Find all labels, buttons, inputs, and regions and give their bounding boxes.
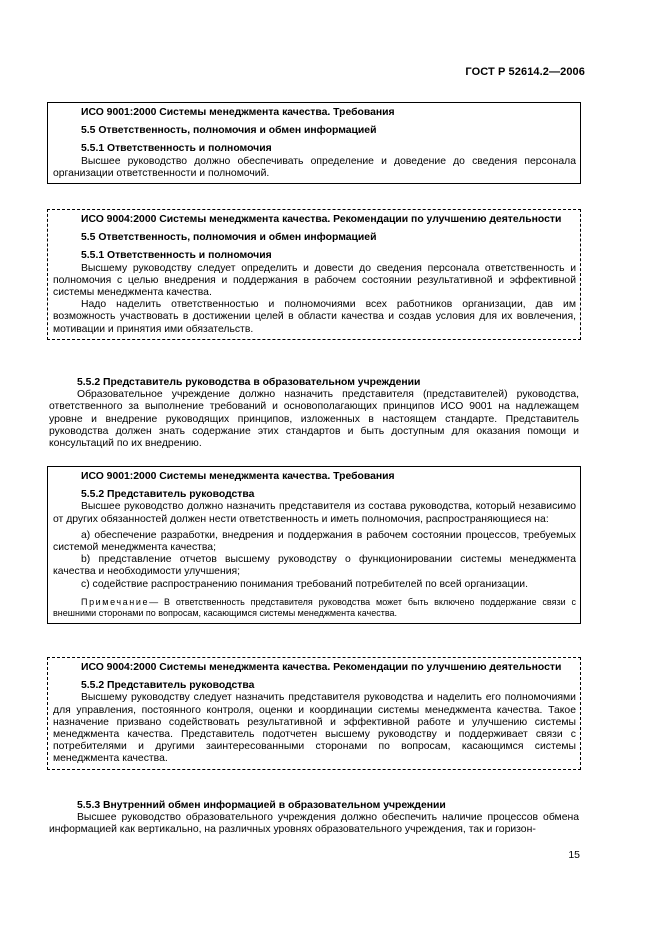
section-5-5-2 — [49, 377, 579, 450]
section-paragraph: Образовательное учреждение должно назначить представителя (представителей) руководства, ответственного за выполнение требований и основополагающих принципов ИСО 9001 на надлежащем уровне и внедрение руководящих принципов, изложенных в настоящем стандарте. Представитель руководства должен знать содержание этих стандартов и быть доступным для оказания помощи и консультаций по их внедрению. — [49, 389, 579, 450]
page-number: 15 — [568, 849, 580, 861]
standard-designation: ГОСТ Р 52614.2—2006 — [465, 66, 585, 78]
section-heading: 5.5.2 Представитель руководства в образовательном учреждении — [77, 377, 421, 388]
note — [53, 597, 576, 620]
box-subsection-heading: 5.5.1 Ответственность и полномочия — [81, 143, 272, 155]
box-section-heading: 5.5 Ответственность, полномочия и обмен информацией — [81, 232, 377, 244]
box-subsection-heading: 5.5.1 Ответственность и полномочия — [81, 250, 272, 262]
list-item-a: a) обеспечение разработки, внедрения и поддержания в рабочем состоянии процессов, требуемых системой менеджмента качества; — [53, 529, 576, 554]
note-text: — В ответственность представителя руководства может быть включено поддержание связи с внешними сторонами по вопросам, касающимся системы менеджмента качества. — [53, 596, 576, 619]
iso9001-quote-box-2 — [47, 466, 581, 624]
box-title: ИСО 9001:2000 Системы менеджмента качества. Требования — [81, 471, 395, 482]
section-heading: 5.5.3 Внутренний обмен информацией в образовательном учреждении — [77, 800, 446, 811]
list-item-c: c) содействие распространению понимания требований потребителей по всей организации. — [81, 578, 528, 590]
iso9004-quote-box-1 — [47, 209, 581, 340]
list-item-b: b) представление отчетов высшему руководству о функционировании системы менеджмента качества и необходимости улучшения; — [53, 554, 576, 578]
box-paragraph: Высшему руководству следует назначить представителя руководства и наделить его полномочиями для управления, постоянного контроля, оценки и координации системы менеджмента качества. Такое назначение призвано содействовать результативной и эффективной работе и улучшению системы менеджмента качества. Представитель подотчетен высшему руководству и поддерживает связи с потребителями и другими заинтересованными сторонами по вопросам, касающимся системы менеджмента качества. — [53, 692, 576, 765]
note-label: Примечание — [81, 596, 150, 607]
box-paragraph: Надо наделить ответственностью и полномочиями всех работников организации, дав им возможность участвовать в достижении целей в области качества и создав условия для их вовлечения, мотивации и принятия ими обязательств. — [53, 299, 576, 335]
box-paragraph: Высшее руководство должно обеспечивать определение и доведение до сведения персонала организации ответственности и полномочий. — [53, 155, 576, 179]
iso9004-quote-box-2 — [47, 657, 581, 770]
iso9001-quote-box-1 — [47, 102, 581, 184]
box-subsection-heading: 5.5.2 Представитель руководства — [81, 489, 255, 501]
box-subsection-heading: 5.5.2 Представитель руководства — [81, 680, 255, 692]
box-paragraph: Высшее руководство должно назначить представителя из состава руководства, который независимо от других обязанностей должен нести ответственность и иметь полномочия, распространяющиеся на: — [53, 501, 576, 525]
box-section-heading: 5.5 Ответственность, полномочия и обмен информацией — [81, 125, 377, 137]
box-title: ИСО 9001:2000 Системы менеджмента качества. Требования — [81, 107, 395, 118]
box-paragraph: Высшему руководству следует определить и довести до сведения персонала ответственность и полномочия с целью внедрения и поддержания в рабочем состоянии результативной и эффективной системы менеджмента качества. — [53, 262, 576, 299]
box-title: ИСО 9004:2000 Системы менеджмента качества. Рекомендации по улучшению деятельности — [81, 662, 562, 673]
section-paragraph: Высшее руководство образовательного учреждения должно обеспечить наличие процессов обмена информацией как вертикально, на различных уровнях образовательного учреждения, так и горизон- — [49, 812, 579, 836]
section-5-5-3 — [49, 800, 579, 837]
box-title: ИСО 9004:2000 Системы менеджмента качества. Рекомендации по улучшению деятельности — [81, 214, 562, 225]
